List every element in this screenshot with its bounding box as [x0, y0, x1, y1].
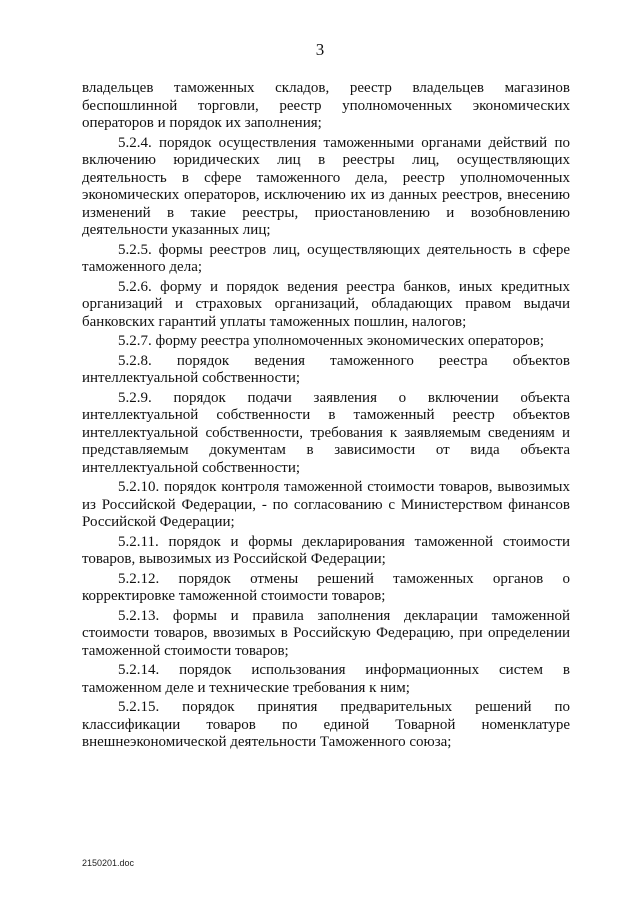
paragraph: 5.2.13. формы и правила заполнения декларации таможенной стоимости товаров, ввозимых в Российскую Федерацию, при определении таможенной стоимости товаров; [82, 607, 570, 659]
paragraph: владельцев таможенных складов, реестр владельцев магазинов беспошлинной торговли, реестр уполномоченных экономических операторов и порядок их заполнения; [82, 80, 570, 131]
paragraph: 5.2.15. порядок принятия предварительных решений по классификации товаров по единой Товарной номенклатуре внешнеэкономической деятельности Таможенного союза; [82, 699, 570, 750]
paragraph: 5.2.11. порядок и формы декларирования таможенной стоимости товаров, вывозимых из Российской Федерации; [82, 533, 570, 567]
document-body [82, 80, 570, 754]
file-name-footer: 2150201.doc [82, 858, 135, 868]
paragraph: 5.2.4. порядок осуществления таможенными органами действий по включению юридических лиц в реестры лиц, осуществляющих деятельность в сфере таможенного дела, реестр уполномоченных экономических операторов, исключению их из данных реестров, внесению изменений в такие реестры, приостановлению и возобновлению деятельности указанных лиц; [82, 134, 570, 238]
paragraph: 5.2.14. порядок использования информационных систем в таможенном деле и технические требования к ним; [82, 662, 570, 696]
paragraph: 5.2.8. порядок ведения таможенного реестра объектов интеллектуальной собственности; [82, 352, 570, 386]
paragraph: 5.2.9. порядок подачи заявления о включении объекта интеллектуальной собственности в таможенный реестр объектов интеллектуальной собственности, требования к заявляемым сведениям и представляемым документам в зависимости от вида объекта интеллектуальной собственности; [82, 389, 570, 476]
paragraph: 5.2.7. форму реестра уполномоченных экономических операторов; [118, 333, 545, 349]
paragraph: 5.2.12. порядок отмены решений таможенных органов о корректировке таможенной стоимости товаров; [82, 570, 570, 604]
paragraph: 5.2.5. формы реестров лиц, осуществляющих деятельность в сфере таможенного дела; [82, 241, 570, 275]
paragraph: 5.2.10. порядок контроля таможенной стоимости товаров, вывозимых из Российской Федерации, - по согласованию с Министерством финансов Российской Федерации; [82, 479, 570, 530]
paragraph: 5.2.6. форму и порядок ведения реестра банков, иных кредитных организаций и страховых организаций, обладающих правом выдачи банковских гарантий уплаты таможенных пошлин, налогов; [82, 278, 570, 330]
page-number: 3 [315, 40, 325, 59]
